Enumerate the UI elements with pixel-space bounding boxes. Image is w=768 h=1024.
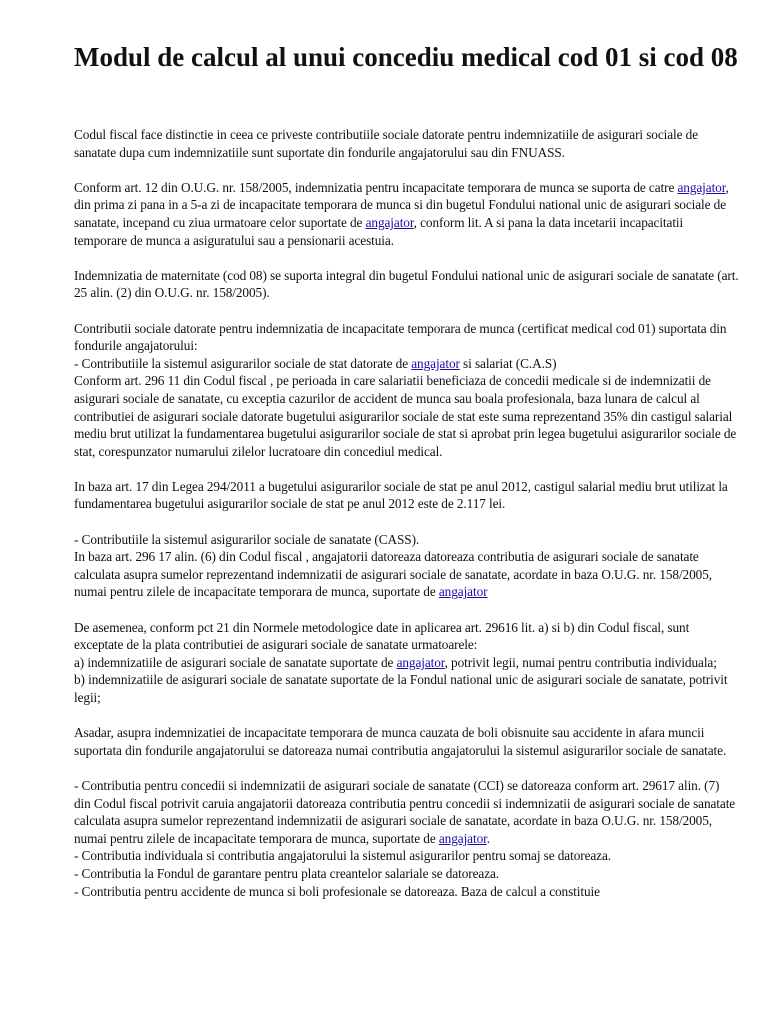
period-text: . — [486, 830, 490, 846]
page-title: Modul de calcul al unui concediu medical cod 01 si cod 08 — [74, 42, 738, 72]
paragraph-text: , potrivit legii, numai pentru contributia individuala; — [444, 654, 717, 670]
article-body — [74, 126, 739, 918]
paragraph-text: - Contributia pentru concedii si indemnizatii de asigurari sociale de sanatate (CCI) se datoreaza conform art. 29617 alin. (7) din Codul fiscal potrivit caruia angajatorii datoreaza contributia pentru concedii si indemnizatii de asigurari sociale de sanatate calculata asupra sumelor reprezentand indemnizatii de asigurari sociale de sanatate, acordate in baza O.U.G. nr. 158/2005, numai pentru zilele de incapacitate temporara de munca, suportate de — [74, 777, 736, 846]
paragraph-text: - Contributia pentru accidente de munca si boli profesionale se datoreaza. Baza de calcul a constituie — [74, 883, 600, 899]
paragraph-asadar — [74, 724, 739, 759]
paragraph-text: b) indemnizatiile de asigurari sociale de sanatate suportate de la Fondul national unic de asigurari sociale de sanatate, potrivit legii; — [74, 672, 728, 705]
paragraph-text: - Contributiile la sistemul asigurarilor sociale de stat datorate de — [74, 355, 412, 371]
paragraph-text: De asemenea, conform pct 21 din Normele metodologice date in aplicarea art. 29616 lit. a) si b) din Codul fiscal, sunt exceptate de la plata contributiei de asigurari sociale de sanatate urmatoarele: — [74, 619, 690, 653]
paragraph-text: , din prima zi pana in a 5-a zi de incapacitate temporara de munca si din bugetul Fondului national unic de asigurari sociale de sanatate, incepand cu ziua urmatoare celor suportate de — [74, 179, 729, 230]
paragraph-text: In baza art. 17 din Legea 294/2011 a bugetului asigurarilor sociale de stat pe anul 2012, castigul salarial mediu brut utilizat la fundamentarea bugetului asigurarilor sociale de stat pe anul 2012 este de 2.117 lei. — [74, 478, 728, 512]
paragraph-text: Indemnizatia de maternitate (cod 08) se suporta integral din bugetul Fondului national unic de asigurari sociale de sanatate (art. 25 alin. (2) din O.U.G. nr. 158/2005). — [74, 267, 739, 301]
paragraph-text: Conform art. 296 11 din Codul fiscal , pe perioada in care salariatii beneficiaza de concedii medicale si de indemnizatii de asigurari sociale de sanatate, cu exceptia cazurilor de accident de munca sau boala profesionala, baza lunara de calcul al contributiei de asigurari sociale datorate bugetului asigurarilor sociale de stat este suma reprezentand 35% din castigul salarial mediu brut utilizat la fundamentarea bugetului asigurarilor sociale de stat si aprobat prin legea bugetului asigurarilor sociale de stat, corespunzator numarului zilelor lucratoare din concediul medical. — [74, 373, 737, 459]
paragraph-exceptii — [74, 619, 739, 707]
paragraph-text: Conform art. 12 din O.U.G. nr. 158/2005, indemnizatia pentru incapacitate temporara de munca se suporta de catre — [74, 179, 678, 195]
paragraph-cci — [74, 777, 739, 900]
paragraph-text: Codul fiscal face distinctie in ceea ce priveste contributiile sociale datorate pentru indemnizatiile de asigurari sociale de sanatate dupa cum indemnizatiile sunt suportate din fondurile angajatorului sau din FNUASS. — [74, 127, 699, 160]
paragraph-lege-294 — [74, 478, 739, 513]
angajator-link[interactable]: angajator — [411, 355, 460, 371]
paragraph-text: In baza art. 296 17 alin. (6) din Codul fiscal , angajatorii datoreaza datoreaza contributia de asigurari sociale de sanatate calculata asupra sumelor reprezentand indemnizatii de asigurari sociale de sanatate, acordate in baza O.U.G. nr. 158/2005, numai pentru zilele de incapacitate temporara de munca, suportate de — [74, 549, 712, 600]
angajator-link[interactable]: angajator — [677, 179, 726, 195]
paragraph-text: si salariat (C.A.S) — [459, 355, 557, 371]
paragraph-text: a) indemnizatiile de asigurari sociale de sanatate suportate de — [74, 654, 397, 670]
paragraph-intro — [74, 126, 739, 161]
paragraph-text: Asadar, asupra indemnizatiei de incapacitate temporara de munca cauzata de boli obisnuite sau accidente in afara muncii suportata din fondurile angajatorului se datoreaza numai contributia angajatorului la sistemul asigurarilor sociale de sanatate. — [74, 725, 727, 758]
paragraph-text: - Contributiile la sistemul asigurarilor sociale de sanatate (CASS). — [74, 531, 420, 547]
paragraph-art12 — [74, 179, 739, 249]
paragraph-cass — [74, 531, 739, 601]
angajator-link[interactable]: angajator — [438, 830, 487, 846]
paragraph-text: - Contributia individuala si contributia angajatorului la sistemul asigurarilor pentru somaj se datoreaza. — [74, 848, 612, 864]
paragraph-text: , conform lit. A si pana la data incetarii incapacitatii temporare de munca a asiguratului sau a pensionarii acestuia. — [74, 214, 684, 248]
angajator-link[interactable]: angajator — [365, 214, 414, 230]
paragraph-text: - Contributia la Fondul de garantare pentru plata creantelor salariale se datoreaza. — [74, 865, 500, 881]
paragraph-maternitate — [74, 267, 739, 302]
angajator-link[interactable]: angajator — [396, 654, 445, 670]
angajator-link[interactable]: angajator — [438, 584, 488, 600]
paragraph-text: Contributii sociale datorate pentru indemnizatia de incapacitate temporara de munca (certificat medical cod 01) suportata din fondurile angajatorului: — [74, 320, 727, 354]
paragraph-contributii — [74, 320, 739, 461]
